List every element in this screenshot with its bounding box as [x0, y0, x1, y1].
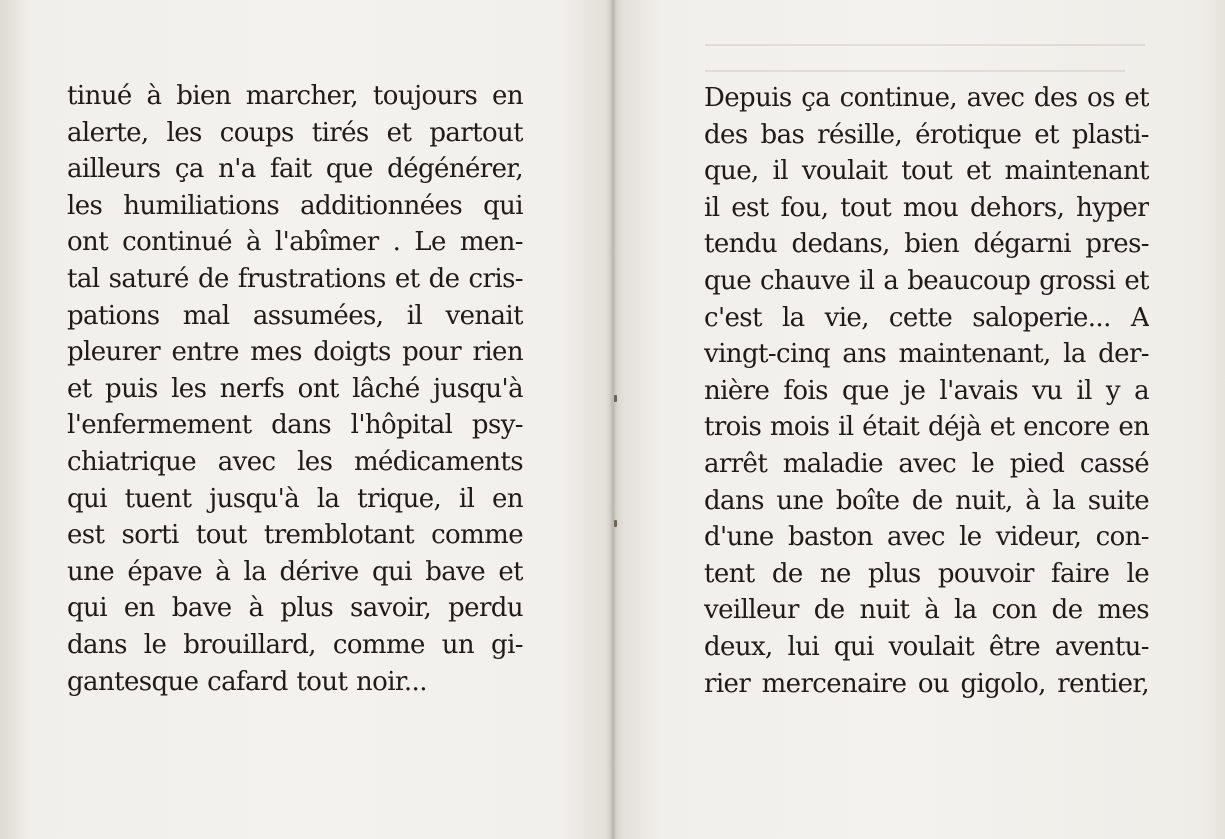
text-line: et puis les nerfs ont lâché jusqu'à — [67, 373, 523, 404]
text-line: dans une boîte de nuit, à la suite — [704, 485, 1149, 516]
text-line: pations mal assumées, il venait — [67, 300, 523, 331]
right-page-text — [704, 80, 1149, 702]
text-line: qui tuent jusqu'à la trique, il en — [67, 483, 523, 514]
text-line: que chauve il a beaucoup grossi et — [704, 265, 1149, 296]
text-line: tinué à bien marcher, toujours en — [67, 81, 523, 111]
text-line: c'est la vie, cette saloperie... A — [704, 302, 1149, 333]
text-line: pleurer entre mes doigts pour rien — [67, 337, 523, 368]
text-line: arrêt maladie avec le pied cassé — [704, 448, 1149, 479]
text-line: tendu dedans, bien dégarni pres- — [704, 229, 1149, 260]
text-line: d'une baston avec le videur, con- — [704, 522, 1149, 553]
text-line: qui en bave à plus savoir, perdu — [67, 593, 523, 624]
text-line: nière fois que je l'avais vu il y a — [704, 375, 1149, 406]
text-line: est sorti tout tremblotant comme — [67, 520, 523, 551]
text-line: veilleur de nuit à la con de mes — [704, 595, 1149, 626]
text-line: vingt-cinq ans maintenant, la der- — [704, 339, 1149, 370]
text-line: tent de ne plus pouvoir faire le — [704, 558, 1149, 589]
text-line: trois mois il était déjà et encore en — [704, 412, 1149, 443]
text-line: deux, lui qui voulait être aventu- — [704, 631, 1149, 662]
text-line: rier mercenaire ou gigolo, rentier, — [704, 668, 1149, 699]
text-line: alerte, les coups tirés et partout — [67, 117, 523, 148]
text-line: que, il voulait tout et maintenant — [704, 156, 1149, 187]
text-line: gantesque cafard tout noir... — [67, 666, 427, 697]
text-line: une épave à la dérive qui bave et — [67, 556, 523, 587]
left-page-text — [67, 78, 523, 700]
text-line: l'enfermement dans l'hôpital psy- — [67, 410, 523, 441]
text-line: Depuis ça continue, avec des os et — [704, 83, 1149, 113]
text-line: ailleurs ça n'a fait que dégénérer, — [67, 154, 523, 185]
text-line: ont continué à l'abîmer . Le men- — [67, 227, 523, 258]
text-line: les humiliations additionnées qui — [67, 190, 523, 221]
text-line: tal saturé de frustrations et de cris- — [67, 263, 523, 294]
text-line: il est fou, tout mou dehors, hyper — [704, 192, 1149, 223]
text-line: des bas résille, érotique et plasti- — [704, 119, 1149, 150]
text-line: dans le brouillard, comme un gi- — [67, 629, 523, 660]
text-line: chiatrique avec les médicaments — [67, 446, 523, 477]
right-page — [613, 0, 1225, 839]
